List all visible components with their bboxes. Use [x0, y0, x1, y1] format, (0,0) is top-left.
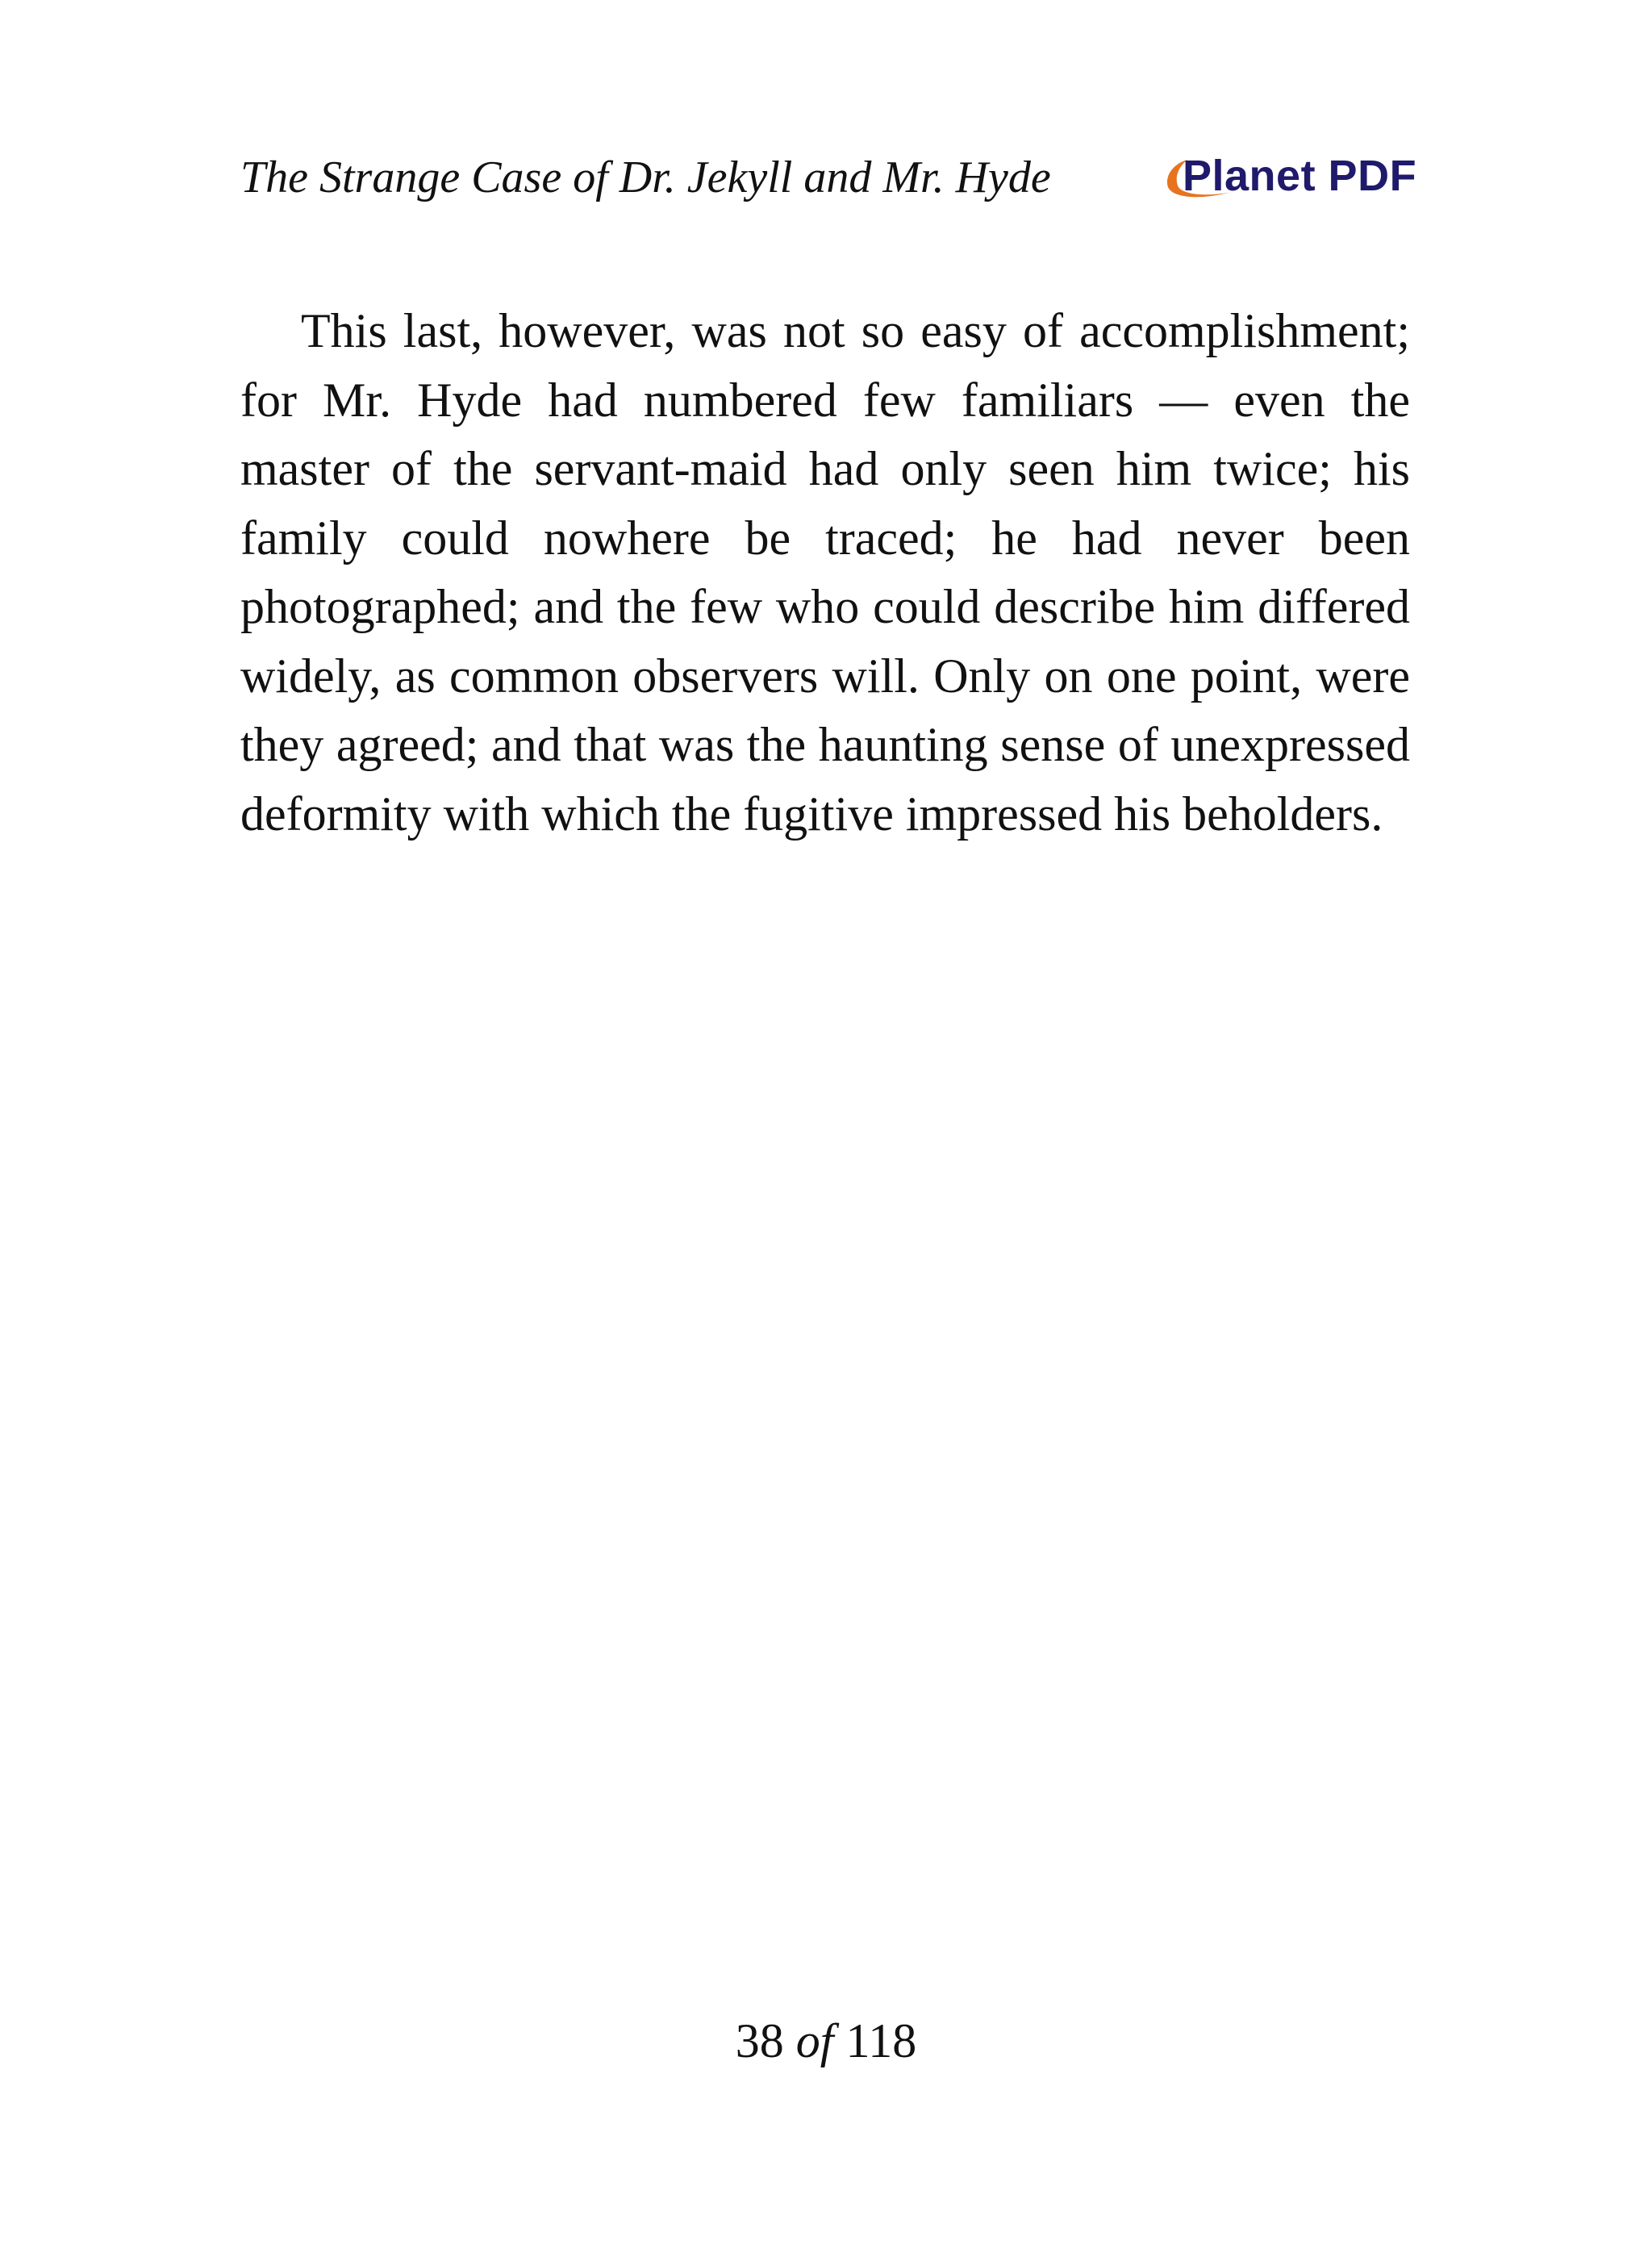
page-header — [240, 148, 1417, 213]
total-pages-number: 118 — [845, 2014, 917, 2067]
page-of-label: of — [795, 2014, 834, 2067]
page-number — [0, 2012, 1652, 2070]
planet-pdf-logo — [1160, 150, 1417, 208]
current-page-number: 38 — [735, 2014, 784, 2067]
body-paragraph: This last, however, was not so easy of accomplishment; for Mr. Hyde had numbered few familiars — even the master of the servant-maid had only seen him twice; his family could nowhere be traced; he had never been photographed; and the few who could describe him differed widely, as common observers will. Only on one point, were they agreed; and that was the haunting sense of unexpressed deformity with which the fugitive impressed his beholders. — [240, 304, 1410, 841]
book-title: The Strange Case of Dr. Jekyll and Mr. Hyde — [240, 152, 1051, 202]
logo-wordmark: Planet PDF — [1183, 152, 1417, 200]
